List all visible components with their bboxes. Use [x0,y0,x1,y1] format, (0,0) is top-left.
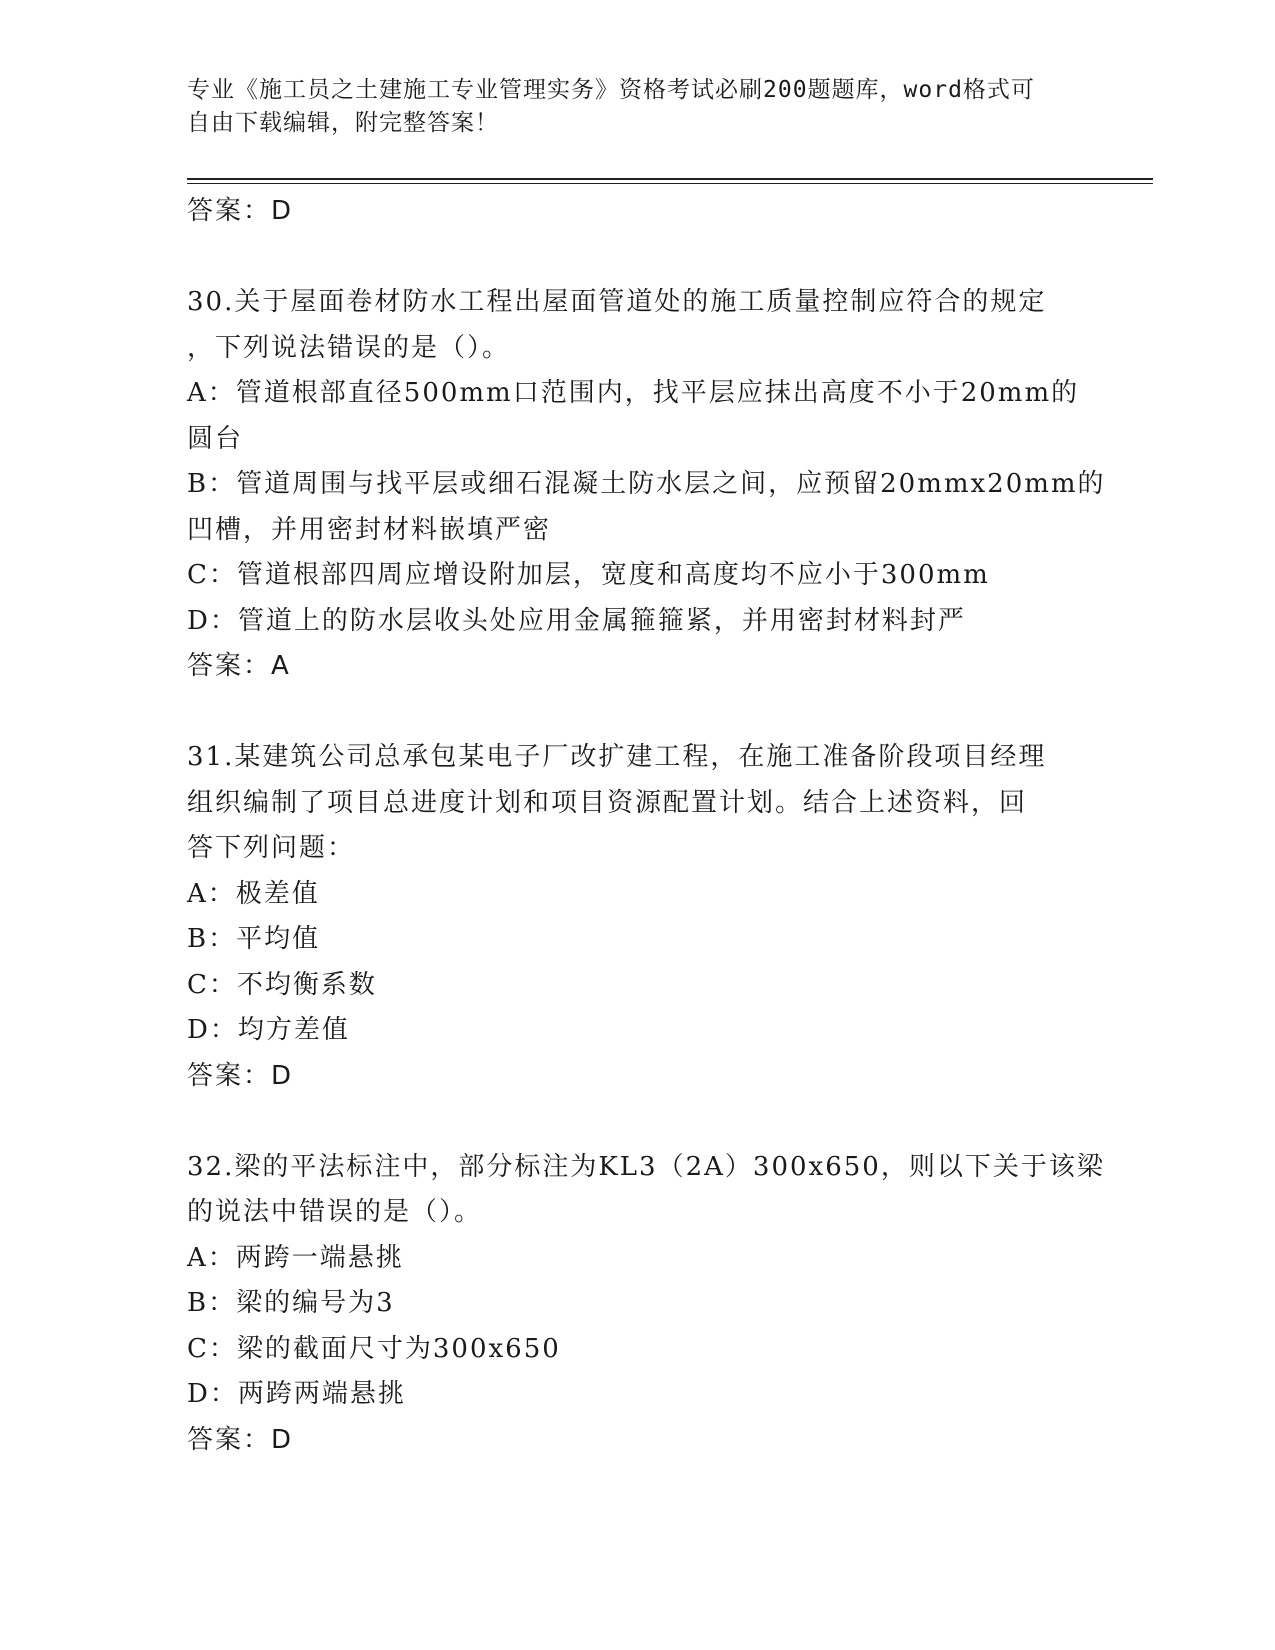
spacer [187,1099,1087,1145]
option-d: D：均方差值 [187,1015,350,1045]
option-c: C：不均衡系数 [187,969,377,1000]
option-c: C：梁的截面尺寸为300x650 [187,1333,561,1364]
question-stem-line: ，下列说法错误的是（）。 [187,332,511,363]
option-a: A：极差值 [187,878,320,909]
question-stem-line: 的说法中错误的是（）。 [187,1197,483,1227]
answer: 答案：D [187,1424,294,1455]
option-b-continued: 凹槽，并用密封材料嵌填严密 [187,514,552,545]
option-a: A：管道根部直径500mm口范围内，找平层应抹出高度不小于20mm的 [187,378,1080,408]
question-stem-line: 32.梁的平法标注中，部分标注为KL3（2A）300x650，则以下关于该梁 [187,1151,1105,1182]
header-divider-thick [187,178,1153,180]
option-b: B：管道周围与找平层或细石混凝土防水层之间，应预留20mmx20mm的 [187,469,1106,499]
previous-answer: 答案：D [187,196,294,226]
option-b: B：梁的编号为3 [187,1288,395,1318]
option-a: A：两跨一端悬挑 [187,1242,404,1273]
header-line-1: 专业《施工员之土建施工专业管理实务》资格考试必刷200题题库，word格式可 [187,77,1035,103]
option-d: D：管道上的防水层收头处应用金属箍箍紧，并用密封材料封严 [187,605,966,636]
option-c: C：管道根部四周应增设附加层，宽度和高度均不应小于300mm [187,560,990,590]
question-stem-line: 答下列问题： [187,833,356,863]
question-30 [187,280,1106,690]
question-stem-line: 30.关于屋面卷材防水工程出屋面管道处的施工质量控制应符合的规定 [187,287,1047,317]
answer: 答案：D [187,1060,294,1091]
option-a-continued: 圆台 [187,423,244,454]
spacer [187,690,1087,736]
question-32 [187,1145,1105,1464]
option-d: D：两跨两端悬挑 [187,1379,406,1409]
answer: 答案：A [187,651,291,681]
question-stem-line: 31.某建筑公司总承包某电子厂改扩建工程，在施工准备阶段项目经理 [187,742,1047,772]
document-header [187,74,1067,140]
option-b: B：平均值 [187,924,321,954]
header-divider-thin [187,183,1153,184]
header-line-2: 自由下载编辑，附完整答案！ [187,110,499,136]
document-body [187,189,1106,1463]
question-31 [187,735,1087,1099]
spacer [187,235,1087,281]
question-stem-line: 组织编制了项目总进度计划和项目资源配置计划。结合上述资料，回 [187,787,1028,818]
